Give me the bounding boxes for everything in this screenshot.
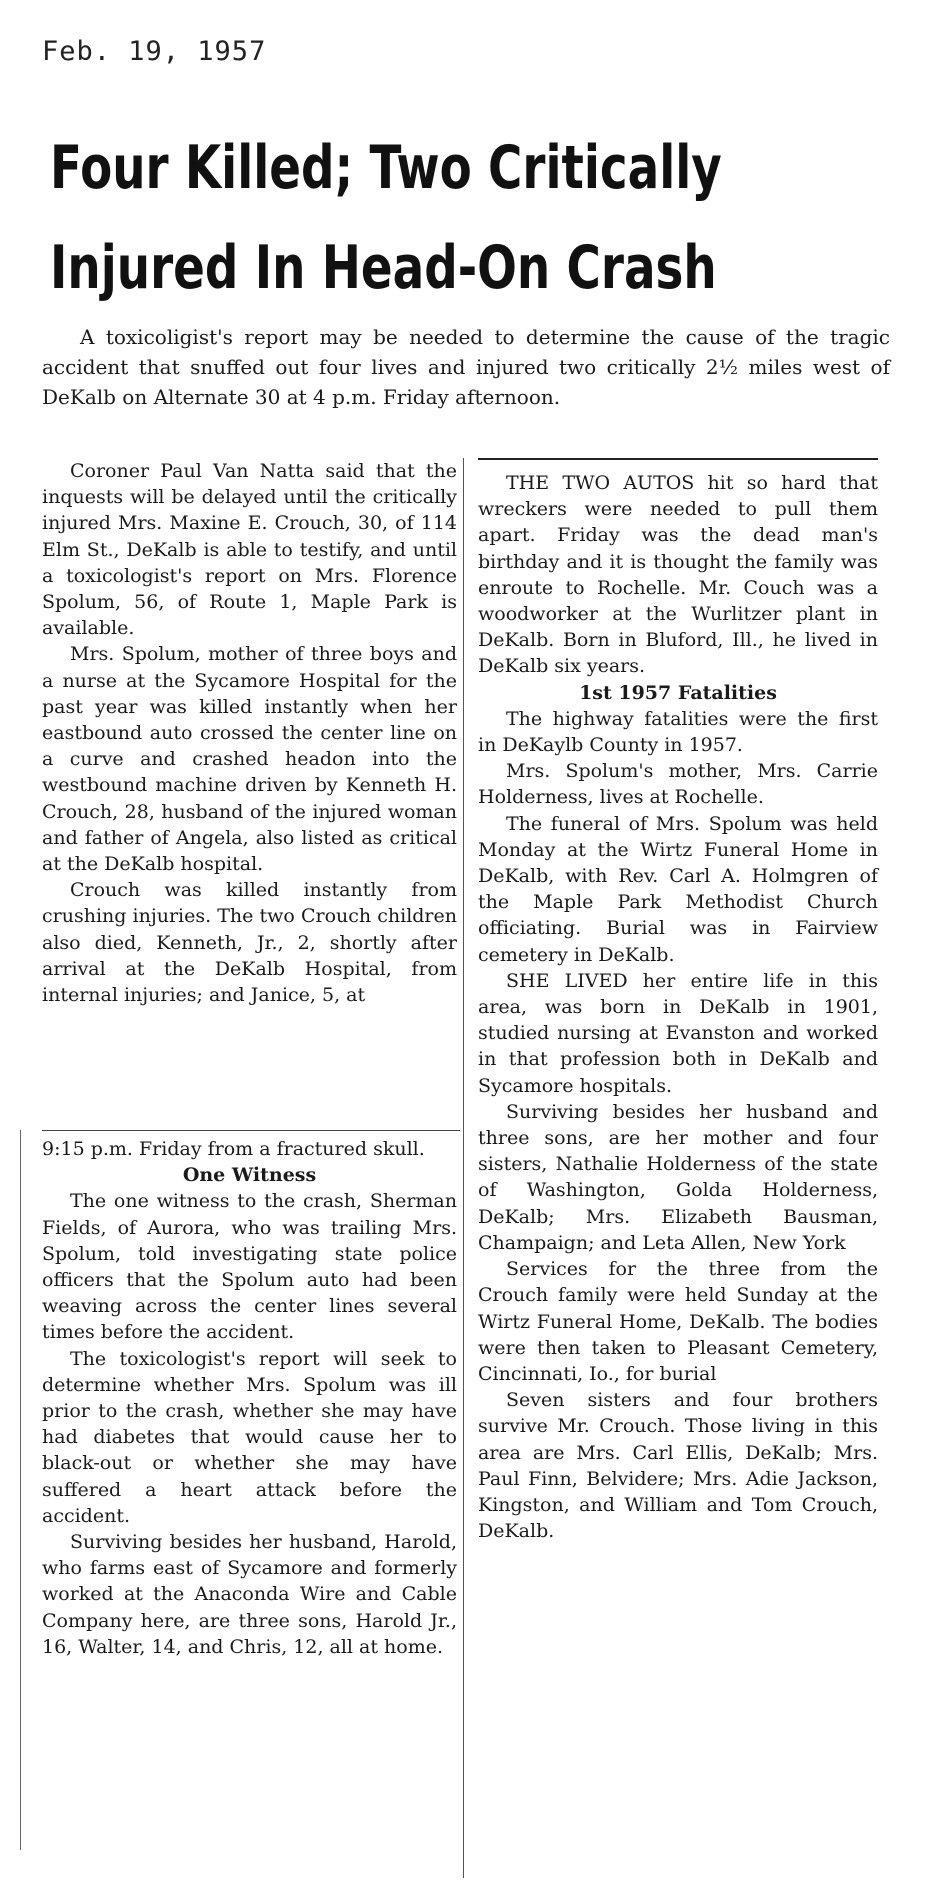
article-paragraph: The funeral of Mrs. Spolum was held Monday at the Wirtz Funeral Home in DeKalb, with Rev. Carl A. Holmgren of the Maple Park Methodist Church officiating. Burial was in Fairview cemetery in DeKalb.: [478, 812, 878, 966]
right-column: [478, 470, 878, 1544]
article-paragraph: Crouch was killed instantly from crushing injuries. The two Crouch children also died, Kenneth, Jr., 2, shortly after arrival at the DeKalb Hospital, from internal injuries; and Janice, 5, at: [42, 879, 457, 1007]
article-paragraph: Seven sisters and four brothers survive Mr. Crouch. Those living in this area are Mrs. Carl Ellis, DeKalb; Mrs. Paul Finn, Belvidere; Mrs. Adie Jackson, Kingston, and William and Tom Crouch, DeKalb.: [478, 1389, 878, 1543]
headline-line-1: Four Killed; Two Critically: [50, 133, 722, 203]
continuation-text: 9:15 p.m. Friday from a fractured skull.: [42, 1138, 425, 1160]
article-paragraph: SHE LIVED her entire life in this area, was born in DeKalb in 1901, studied nursing at Evanston and worked in that profession both in DeKalb and Sycamore hospitals.: [478, 969, 878, 1097]
article-paragraph: Mrs. Spolum, mother of three boys and a nurse at the Sycamore Hospital for the past year was killed instantly when her eastbound auto crossed the center line on a curve and crashed headon into the westbound machine driven by Kenneth H. Crouch, 28, husband of the injured woman and father of Angela, also listed as critical at the DeKalb hospital.: [42, 643, 457, 876]
article-paragraph: Surviving besides her husband, Harold, who farms east of Sycamore and formerly worked at the Anaconda Wire and Cable Company here, are three sons, Harold Jr., 16, Walter, 14, and Chris, 12, all at home.: [42, 1531, 457, 1658]
article-paragraph: Surviving besides her husband and three sons, are her mother and four sisters, Nathalie Holderness of the state of Washington, Golda Holderness, DeKalb; Mrs. Elizabeth Bausman, Champaign; and Leta Allen, New York: [478, 1100, 878, 1254]
clipping-edge: [20, 1130, 21, 1850]
article-paragraph: THE TWO AUTOS hit so hard that wreckers were needed to pull them apart. Friday was the dead man's birthday and it is thought the family was enroute to Rochelle. Mr. Couch was a woodworker at the Wurlitzer plant in DeKalb. Born in Bluford, Ill., he lived in DeKalb six years.: [478, 472, 878, 678]
article-paragraph: Coroner Paul Van Natta said that the inquests will be delayed until the critically injured Mrs. Maxine E. Crouch, 30, of 114 Elm St., DeKalb is able to testify, and until a toxicologist's report on Mrs. Florence Spolum, 56, of Route 1, Maple Park is available.: [42, 460, 457, 640]
left-column-bottom: [42, 1136, 457, 1660]
subhead-one-witness: One Witness: [182, 1164, 317, 1187]
headline-line-2: Injured In Head-On Crash: [50, 233, 717, 303]
lead-paragraph: A toxicoligist's report may be needed to determine the cause of the tragic accident that snuffed out four lives and injured two critically 2½ miles west of DeKalb on Alternate 30 at 4 p.m. Friday afternoon.: [42, 325, 890, 409]
article-paragraph: Mrs. Spolum's mother, Mrs. Carrie Holderness, lives at Rochelle.: [478, 760, 878, 809]
article-paragraph: The highway fatalities were the first in DeKaylb County in 1957.: [478, 707, 878, 757]
left-column-top: [42, 458, 457, 1008]
article-paragraph: Services for the three from the Crouch family were held Sunday at the Wirtz Funeral Home, DeKalb. The bodies were then taken to Pleasant Cemetery, Cincinnati, Io., for burial: [478, 1258, 878, 1385]
subhead-fatalities: 1st 1957 Fatalities: [579, 681, 777, 704]
dateline: Feb. 19, 1957: [42, 36, 267, 67]
column-divider: [463, 458, 464, 1878]
headline: [50, 118, 721, 318]
article-paragraph: The one witness to the crash, Sherman Fields, of Aurora, who was trailing Mrs. Spolum, told investigating state police officers that the Spolum auto had been weaving across the center lines several times before the accident.: [42, 1190, 457, 1344]
clipping-break-rule: [42, 1130, 460, 1131]
column-rule: [478, 458, 878, 460]
article-paragraph: The toxicologist's report will seek to determine whether Mrs. Spolum was ill prior to the crash, whether she may have had diabetes that would cause her to black-out or whether she may have suffered a heart attack before the accident.: [42, 1347, 457, 1527]
